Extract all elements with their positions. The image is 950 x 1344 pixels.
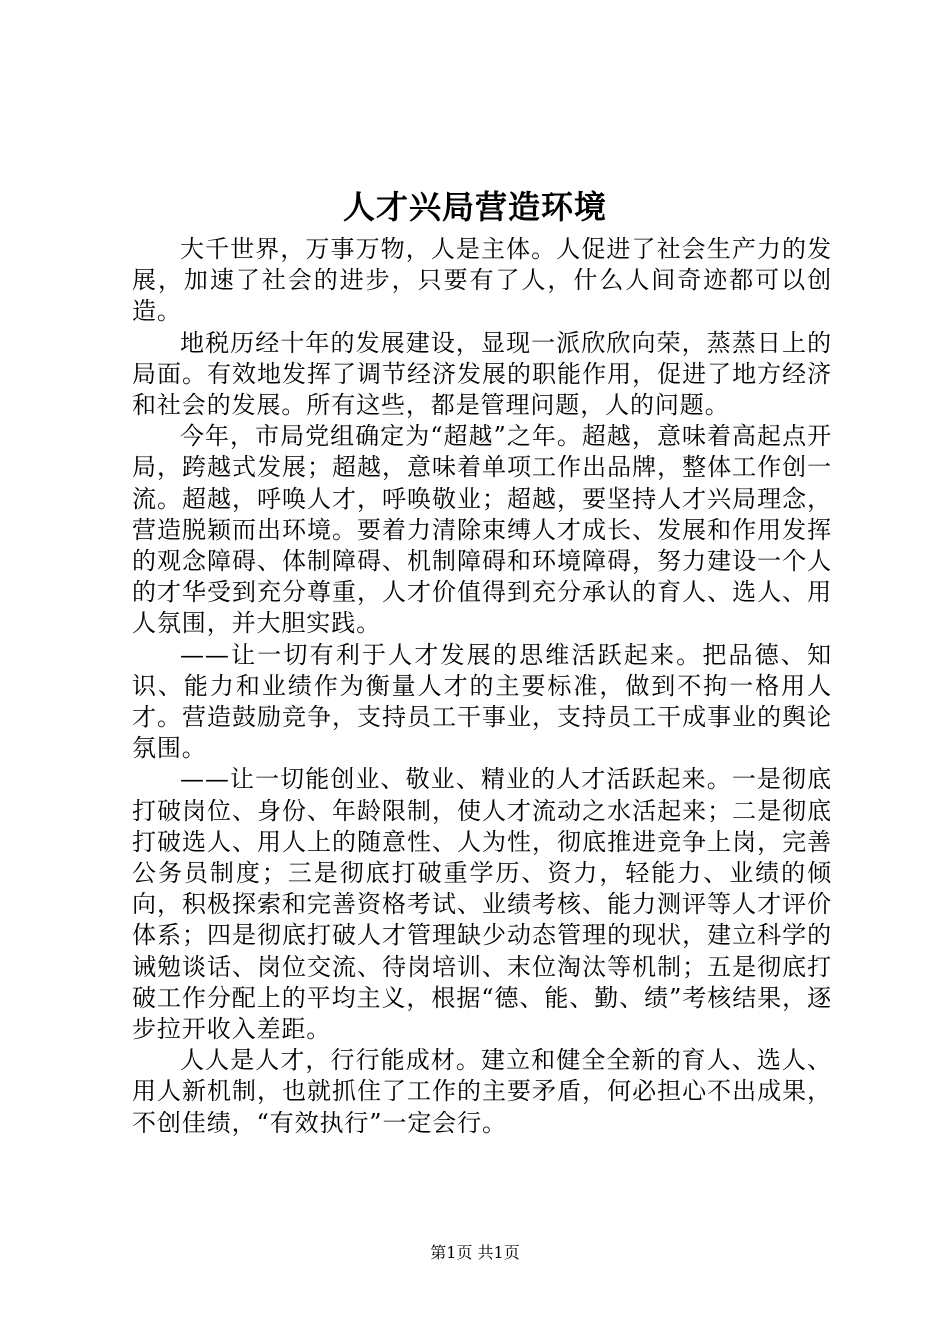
paragraph-1: 大千世界，万事万物，人是主体。人促进了社会生产力的发展，加速了社会的进步，只要有了人，什么人间奇迹都可以创造。 (132, 235, 832, 326)
paragraph-4: ——让一切有利于人才发展的思维活跃起来。把品德、知识、能力和业绩作为衡量人才的主要标准，做到不拘一格用人才。营造鼓励竞争，支持员工干事业，支持员工干成事业的舆论氛围。 (132, 640, 832, 763)
page-footer: 第1页 共1页 (430, 1243, 520, 1262)
document-body (132, 234, 832, 1139)
paragraph-6: 人人是人才，行行能成材。建立和健全全新的育人、选人、用人新机制，也就抓住了工作的主要矛盾，何必担心不出成果，不创佳绩，“有效执行”一定会行。 (132, 1046, 832, 1137)
paragraph-5: ——让一切能创业、敬业、精业的人才活跃起来。一是彻底打破岗位、身份、年龄限制，使人才流动之水活起来；二是彻底打破选人、用人上的随意性、人为性，彻底推进竞争上岗，完善公务员制度；三是彻底打破重学历、资力，轻能力、业绩的倾向，积极探索和完善资格考试、业绩考核、能力测评等人才评价体系；四是彻底打破人才管理缺少动态管理的现状，建立科学的诫勉谈话、岗位交流、待岗培训、末位淘汰等机制；五是彻底打破工作分配上的平均主义，根据“德、能、勤、绩”考核结果，逐步拉开收入差距。 (132, 765, 832, 1044)
paragraph-3: 今年，市局党组确定为“超越”之年。超越，意味着高起点开局，跨越式发展；超越，意味着单项工作出品牌，整体工作创一流。超越，呼唤人才，呼唤敬业；超越，要坚持人才兴局理念，营造脱颖而出环境。要着力清除束缚人才成长、发展和作用发挥的观念障碍、体制障碍、机制障碍和环境障碍，努力建设一个人的才华受到充分尊重，人才价值得到充分承认的育人、选人、用人氛围，并大胆实践。 (132, 422, 832, 638)
document-title: 人才兴局营造环境 (342, 188, 607, 226)
paragraph-2: 地税历经十年的发展建设，显现一派欣欣向荣，蒸蒸日上的局面。有效地发挥了调节经济发展的职能作用，促进了地方经济和社会的发展。所有这些，都是管理问题，人的问题。 (132, 328, 832, 420)
